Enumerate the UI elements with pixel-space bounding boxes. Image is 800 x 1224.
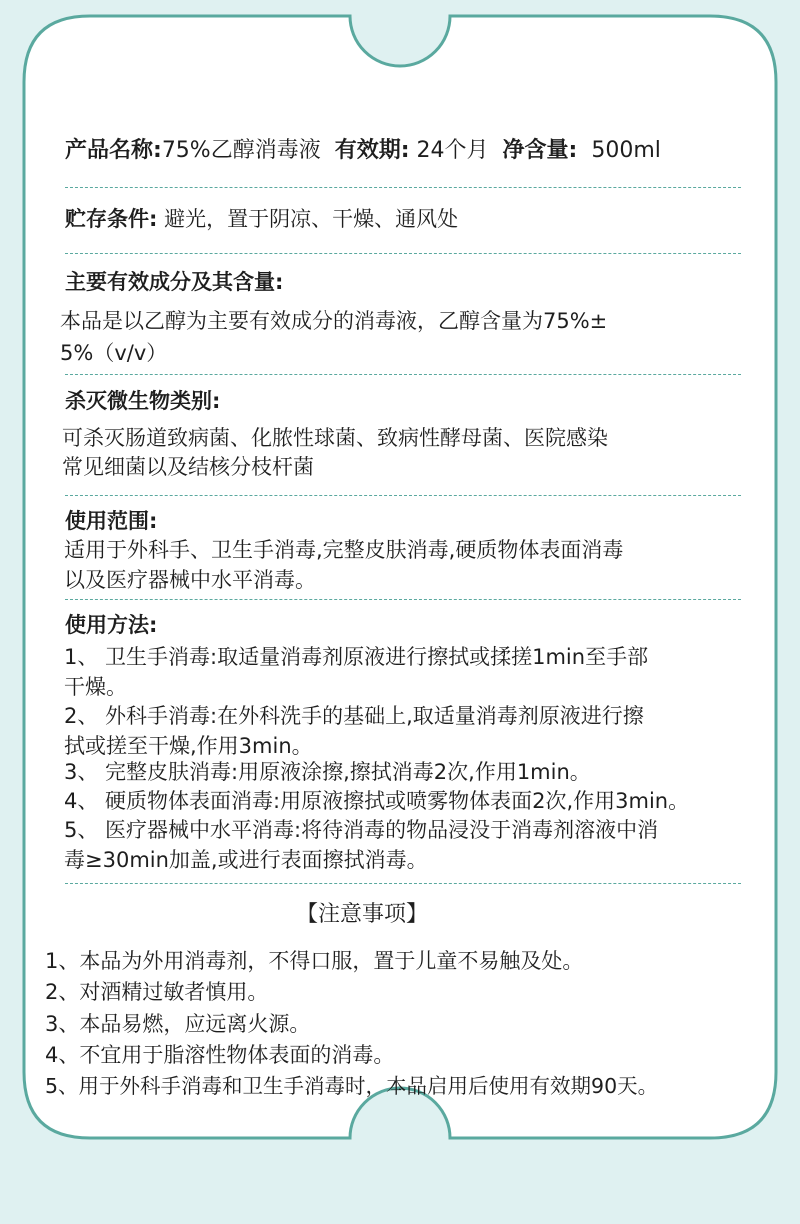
notes-item: 5、用于外科手消毒和卫生手消毒时，本品启用后使用有效期90天。 [45,1074,659,1098]
notes-item: 4、不宜用于脂溶性物体表面的消毒。 [45,1043,395,1067]
divider [65,495,741,496]
divider [65,187,741,188]
divider [65,883,741,884]
scope-text-line: 适用于外科手、卫生手消毒,完整皮肤消毒,硬质物体表面消毒 [64,538,624,562]
method-step-line: 拭或搓至干燥,作用3min。 [64,734,313,758]
validity-label: 有效期: [334,138,410,163]
ingredients-text-line: 5%（v/v） [60,341,168,365]
storage-label: 贮存条件: [65,207,158,231]
validity-value: 24个月 [416,138,489,163]
divider [65,374,741,375]
method-step-line: 1、 卫生手消毒:取适量消毒剂原液进行擦拭或揉搓1min至手部 [64,645,649,669]
storage-line [65,204,458,234]
method-step-line: 毒≥30min加盖,或进行表面擦拭消毒。 [64,848,428,872]
notes-item: 1、本品为外用消毒剂，不得口服，置于儿童不易触及处。 [45,949,584,973]
net-content-value: 500ml [591,138,661,163]
product-name-value: 75%乙醇消毒液 [161,138,321,163]
microbes-text-line: 常见细菌以及结核分枝杆菌 [62,455,314,479]
method-step-line: 4、 硬质物体表面消毒:用原液擦拭或喷雾物体表面2次,作用3min。 [64,789,690,813]
method-step-line: 3、 完整皮肤消毒:用原液涂擦,擦拭消毒2次,作用1min。 [64,760,591,784]
method-step-line: 5、 医疗器械中水平消毒:将待消毒的物品浸没于消毒剂溶液中消 [64,818,659,842]
ingredients-text-line: 本品是以乙醇为主要有效成分的消毒液，乙醇含量为75%± [60,309,608,333]
scope-heading: 使用范围: [65,509,158,533]
notes-heading: 【注意事项】 [295,902,428,927]
scope-text-line: 以及医疗器械中水平消毒。 [64,568,316,592]
notes-item: 3、本品易燃，应远离火源。 [45,1012,311,1036]
net-content-label: 净含量: [502,138,578,163]
ingredients-heading: 主要有效成分及其含量: [65,270,284,294]
method-step-line: 干燥。 [64,675,127,699]
divider [65,599,741,600]
divider [65,253,741,254]
microbes-heading: 杀灭微生物类别: [65,389,221,413]
product-line [65,136,661,166]
microbes-text-line: 可杀灭肠道致病菌、化脓性球菌、致病性酵母菌、医院感染 [62,426,608,450]
product-name-label: 产品名称: [65,138,162,163]
method-heading: 使用方法: [65,613,158,637]
notes-item: 2、对酒精过敏者慎用。 [45,980,269,1004]
storage-value: 避光，置于阴凉、干燥、通风处 [164,207,459,231]
method-step-line: 2、 外科手消毒:在外科洗手的基础上,取适量消毒剂原液进行擦 [64,704,644,728]
